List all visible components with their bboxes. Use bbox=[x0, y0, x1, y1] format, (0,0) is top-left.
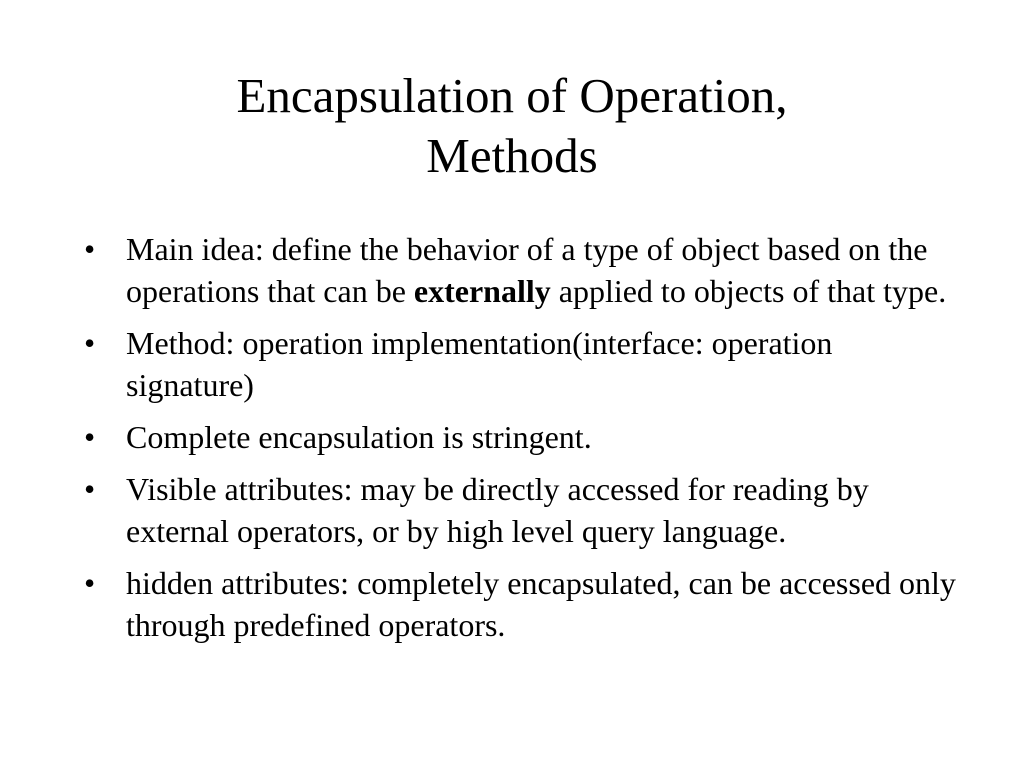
bullet-item-main-idea bbox=[84, 228, 964, 312]
bullet-text-part: Main idea: define the behavior of a type of object based on the operations that can be bbox=[126, 231, 928, 309]
bullet-icon: • bbox=[84, 565, 96, 601]
bullet-text: Method: operation implementation(interface: operation signature) bbox=[126, 325, 833, 403]
bullet-item-hidden-attributes bbox=[84, 562, 964, 646]
bullet-item-complete-encapsulation bbox=[84, 416, 964, 458]
slide-title bbox=[0, 66, 1024, 186]
bullet-text: hidden attributes: completely encapsulated, can be accessed only through predefined operators. bbox=[126, 565, 956, 643]
bullet-icon: • bbox=[84, 419, 96, 455]
bullet-text-bold: externally bbox=[413, 273, 551, 309]
bullet-item-method bbox=[84, 322, 964, 406]
bullet-icon: • bbox=[84, 325, 96, 361]
slide-title-line-2: Methods bbox=[426, 128, 598, 183]
bullet-item-visible-attributes bbox=[84, 468, 964, 552]
slide-title-line-1: Encapsulation of Operation, bbox=[236, 68, 788, 123]
bullet-text-part: applied to objects of that type. bbox=[550, 273, 947, 309]
bullet-text bbox=[126, 231, 946, 309]
bullet-text: Visible attributes: may be directly accessed for reading by external operators, or by high level query language. bbox=[126, 471, 869, 549]
bullet-icon: • bbox=[84, 231, 96, 267]
bullet-text: Complete encapsulation is stringent. bbox=[126, 419, 592, 455]
bullet-icon: • bbox=[84, 471, 96, 507]
bullet-list bbox=[84, 228, 964, 656]
